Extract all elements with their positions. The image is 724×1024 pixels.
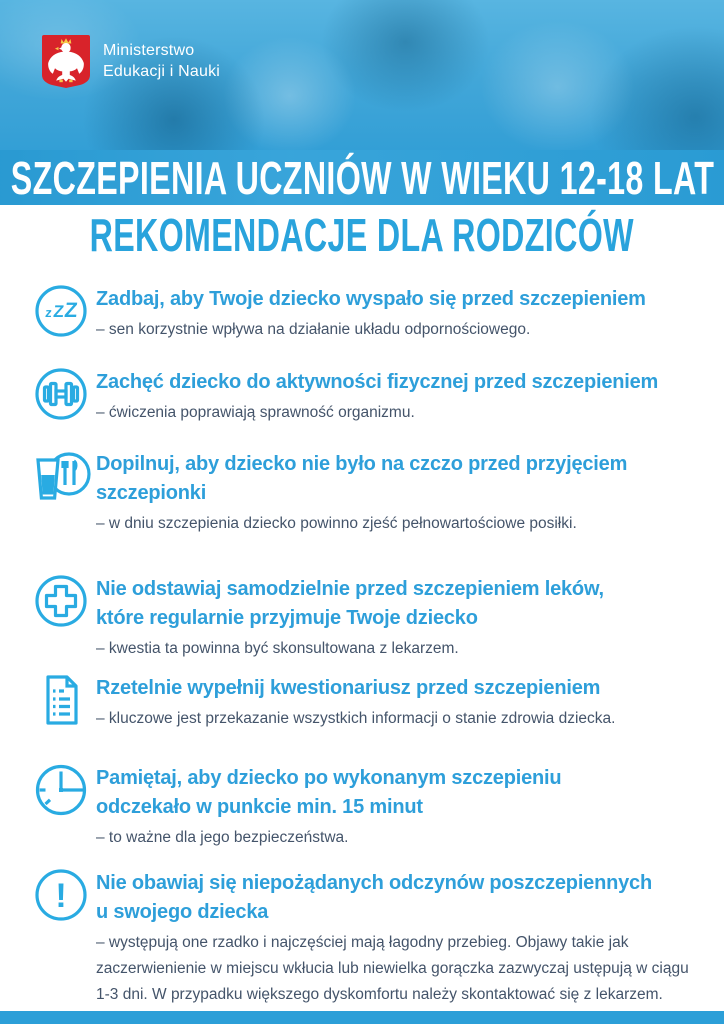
item-note: – sen korzystnie wpływa na działanie układu odpornościowego. [96, 321, 531, 338]
item-note: – to ważne dla jego bezpieczeństwa. [96, 829, 349, 846]
meal-icon [30, 448, 92, 506]
list-item [30, 283, 690, 343]
dumbbell-icon [30, 366, 92, 422]
item-note: – występują one rzadko i najczęściej mają łagodny przebieg. Objawy takie jak zaczerwienienie w miejscu wkłucia lub niewielka gorączka zazwyczaj ustępują w ciągu 1-3 dni. W przypadku większego dyskomfortu należy skontaktować się z lekarzem. [96, 934, 689, 1003]
recommendations-list [0, 265, 724, 1008]
item-heading: Dopilnuj, aby dziecko nie było na czczo przed przyjęciem szczepionki [96, 453, 628, 504]
item-heading: Pamiętaj, aby dziecko po wykonanym szczepieniu odczekało w punkcie min. 15 minut [96, 767, 562, 818]
svg-text:z: z [44, 305, 53, 320]
list-item [30, 867, 690, 1008]
medical-cross-icon [30, 573, 92, 629]
list-item [30, 573, 690, 662]
item-body [96, 366, 658, 426]
item-body [96, 448, 690, 537]
ministry-name [103, 41, 220, 83]
item-heading: Rzetelnie wypełnij kwestionariusz przed szczepieniem [96, 677, 601, 699]
item-note: – kluczowe jest przekazanie wszystkich informacji o stanie zdrowia dziecka. [96, 710, 616, 727]
list-item [30, 672, 690, 732]
item-heading: Zachęć dziecko do aktywności fizycznej przed szczepieniem [96, 371, 659, 393]
coat-of-arms-icon [42, 35, 90, 88]
svg-text:Z: Z [63, 299, 79, 322]
questionnaire-icon [30, 672, 92, 728]
item-body [96, 573, 604, 662]
footer-bar [0, 1011, 724, 1024]
clock-icon [30, 762, 92, 818]
subtitle-row [0, 205, 724, 265]
title-banner [0, 150, 724, 205]
list-item [30, 448, 690, 537]
page-subtitle: REKOMENDACJE DLA RODZICÓW [89, 209, 635, 261]
svg-text:Z: Z [52, 302, 65, 321]
item-body [96, 867, 690, 1008]
hero-photo [0, 0, 724, 150]
ministry-name-line2: Edukacji i Nauki [103, 62, 221, 80]
item-note: – ćwiczenia poprawiają sprawność organizmu. [96, 404, 415, 421]
item-note: – kwestia ta powinna być skonsultowana z lekarzem. [96, 640, 459, 657]
item-body [96, 762, 561, 851]
exclamation-icon [30, 867, 92, 923]
svg-text:!: ! [55, 877, 67, 915]
item-body [96, 283, 646, 343]
list-item [30, 366, 690, 426]
list-item [30, 762, 690, 851]
sleep-zzz-icon [30, 283, 92, 339]
item-note: – w dniu szczepienia dziecko powinno zjeść pełnowartościowe posiłki. [96, 515, 577, 532]
ministry-logo [42, 35, 220, 88]
item-heading: Nie odstawiaj samodzielnie przed szczepieniem leków, które regularnie przyjmuje Twoje dziecko [96, 578, 604, 629]
page-title: SZCZEPIENIA UCZNIÓW W WIEKU 12-18 LAT [10, 151, 714, 204]
item-heading: Nie obawiaj się niepożądanych odczynów poszczepiennych u swojego dziecka [96, 872, 652, 923]
item-heading: Zadbaj, aby Twoje dziecko wyspało się przed szczepieniem [96, 288, 646, 310]
ministry-name-line1: Ministerstwo [103, 41, 195, 59]
item-body [96, 672, 615, 732]
